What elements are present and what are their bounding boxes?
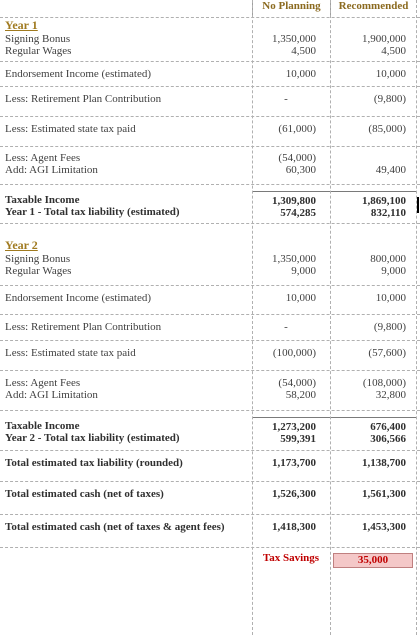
year2-state-tax-np[interactable]	[252, 341, 330, 370]
year1-income-row	[0, 32, 420, 62]
year2-retirement-np-text: -	[284, 321, 288, 333]
year2-endorsement-row	[0, 286, 420, 315]
year2-title[interactable]: Year 2	[5, 238, 38, 252]
year1-taxable-income-np: 1,309,800	[272, 195, 316, 207]
tax-savings-blank[interactable]	[0, 552, 252, 569]
total-cash-net-fees-rec[interactable]	[330, 515, 416, 547]
year2-endorsement-label[interactable]	[0, 286, 252, 314]
total-cash-net-fees-np[interactable]	[252, 515, 330, 547]
total-cash-net-taxes-rec[interactable]	[330, 482, 416, 514]
year1-taxable-income-rec: 1,869,100	[362, 195, 406, 207]
year2-retirement-rec[interactable]	[330, 315, 416, 340]
year2-signing-bonus-rec: 800,000	[370, 253, 406, 265]
year1-totals-np[interactable]	[252, 191, 330, 223]
year1-regular-wages-rec: 4,500	[381, 45, 406, 57]
year2-state-tax-row	[0, 341, 420, 371]
year1-title-row	[0, 18, 420, 32]
year1-state-tax-np-text: (61,000)	[278, 123, 316, 135]
year2-state-tax-label-text: Less: Estimated state tax paid	[5, 347, 136, 359]
year2-state-tax-rec[interactable]	[330, 341, 416, 370]
year2-retirement-label-text: Less: Retirement Plan Contribution	[5, 321, 162, 333]
year2-agent-fees-rec: (108,000)	[362, 377, 406, 389]
year2-agi-limitation-rec: 32,800	[375, 389, 406, 401]
year2-agent-agi-rec[interactable]	[330, 371, 416, 410]
year1-income-rec[interactable]	[330, 32, 416, 61]
year2-income-rec[interactable]	[330, 252, 416, 285]
year1-total-tax-label: Year 1 - Total tax liability (estimated)	[5, 206, 180, 218]
total-tax-liability-label[interactable]	[0, 451, 252, 481]
year2-state-tax-np-text: (100,000)	[272, 347, 316, 359]
column-divider	[252, 0, 253, 635]
year2-retirement-label[interactable]	[0, 315, 252, 340]
year2-taxable-income-np: 1,273,200	[272, 421, 316, 433]
year1-state-tax-label[interactable]	[0, 117, 252, 146]
year1-agent-fees-np: (54,000)	[278, 152, 316, 164]
year2-totals-labels[interactable]	[0, 417, 252, 450]
year1-income-labels[interactable]	[0, 32, 252, 61]
year1-agent-agi-np[interactable]	[252, 147, 330, 184]
year2-income-np[interactable]	[252, 252, 330, 285]
year2-total-tax-np: 599,391	[280, 433, 316, 445]
year2-endorsement-label-text: Endorsement Income (estimated)	[5, 292, 152, 304]
year1-endorsement-row	[0, 62, 420, 87]
year1-retirement-label[interactable]	[0, 87, 252, 116]
year1-agent-fees-label: Less: Agent Fees	[5, 152, 81, 164]
year1-agent-agi-labels[interactable]	[0, 147, 252, 184]
year1-signing-bonus-label: Signing Bonus	[5, 33, 71, 45]
year2-agent-agi-row	[0, 371, 420, 411]
total-cash-net-fees-row	[0, 515, 420, 548]
year1-retirement-rec-text: (9,800)	[373, 93, 406, 105]
year2-signing-bonus-label: Signing Bonus	[5, 253, 71, 265]
year2-endorsement-rec[interactable]	[330, 286, 416, 314]
header-no-planning[interactable]: No Planning	[252, 0, 330, 17]
year2-state-tax-rec-text: (57,600)	[368, 347, 406, 359]
year1-endorsement-np-text: 10,000	[285, 68, 316, 80]
year2-endorsement-np-text: 10,000	[285, 292, 316, 304]
year2-agent-agi-np[interactable]	[252, 371, 330, 410]
year1-state-tax-np[interactable]	[252, 117, 330, 146]
total-cash-net-fees-label-text: Total estimated cash (net of taxes & agent fees)	[5, 521, 225, 533]
year2-agent-agi-labels[interactable]	[0, 371, 252, 410]
year2-signing-bonus-np: 1,350,000	[272, 253, 316, 265]
year1-retirement-np[interactable]	[252, 87, 330, 116]
year2-agi-limitation-np: 58,200	[285, 389, 316, 401]
year1-totals-labels[interactable]	[0, 191, 252, 223]
total-tax-liability-np-text: 1,173,700	[272, 457, 316, 469]
total-cash-net-fees-rec-text: 1,453,300	[362, 521, 406, 533]
total-tax-liability-label-text: Total estimated tax liability (rounded)	[5, 457, 183, 469]
year2-agent-fees-label: Less: Agent Fees	[5, 377, 81, 389]
year1-title[interactable]: Year 1	[5, 18, 38, 32]
header-recommended[interactable]: Recommended	[330, 0, 416, 17]
year2-regular-wages-np: 9,000	[291, 265, 316, 277]
year1-state-tax-row	[0, 117, 420, 147]
year1-regular-wages-np: 4,500	[291, 45, 316, 57]
year1-agi-limitation-np: 60,300	[285, 164, 316, 176]
year1-endorsement-rec[interactable]	[330, 62, 416, 86]
year2-totals-np[interactable]	[252, 417, 330, 450]
tax-savings-value[interactable]: 35,000	[333, 553, 413, 568]
total-cash-net-taxes-rec-text: 1,561,300	[362, 488, 406, 500]
year1-endorsement-label[interactable]	[0, 62, 252, 86]
year2-retirement-np[interactable]	[252, 315, 330, 340]
year2-income-row	[0, 252, 420, 286]
column-divider	[330, 0, 331, 635]
tax-savings-label[interactable]: Tax Savings	[262, 552, 320, 564]
year2-retirement-row	[0, 315, 420, 341]
year2-retirement-rec-text: (9,800)	[373, 321, 406, 333]
year2-title-row	[0, 238, 420, 252]
year1-state-tax-rec[interactable]	[330, 117, 416, 146]
year1-endorsement-label-text: Endorsement Income (estimated)	[5, 68, 152, 80]
year1-agent-agi-row	[0, 147, 420, 185]
year1-state-tax-label-text: Less: Estimated state tax paid	[5, 123, 136, 135]
text-cursor	[417, 197, 419, 213]
year1-endorsement-np[interactable]	[252, 62, 330, 86]
year1-regular-wages-label: Regular Wages	[5, 45, 72, 57]
year1-income-np[interactable]	[252, 32, 330, 61]
year1-signing-bonus-rec: 1,900,000	[362, 33, 406, 45]
year1-totals-row	[0, 191, 420, 224]
header-blank-cell[interactable]	[0, 0, 252, 17]
year2-total-tax-label: Year 2 - Total tax liability (estimated)	[5, 432, 180, 444]
year1-total-tax-np: 574,285	[280, 207, 316, 219]
year2-agent-fees-np: (54,000)	[278, 377, 316, 389]
year1-totals-rec[interactable]	[330, 191, 416, 223]
column-divider	[416, 0, 417, 635]
year1-agi-limitation-rec: 49,400	[375, 164, 406, 176]
year1-retirement-label-text: Less: Retirement Plan Contribution	[5, 93, 162, 105]
total-cash-net-fees-np-text: 1,418,300	[272, 521, 316, 533]
year2-total-tax-rec: 306,566	[370, 433, 406, 445]
year2-endorsement-np[interactable]	[252, 286, 330, 314]
year2-regular-wages-rec: 9,000	[381, 265, 406, 277]
year1-state-tax-rec-text: (85,000)	[368, 123, 406, 135]
total-tax-liability-rec-text: 1,138,700	[362, 457, 406, 469]
year2-totals-row	[0, 417, 420, 451]
year2-regular-wages-label: Regular Wages	[5, 265, 72, 277]
total-cash-net-taxes-np[interactable]	[252, 482, 330, 514]
year1-signing-bonus-np: 1,350,000	[272, 33, 316, 45]
tax-savings-row	[0, 552, 420, 569]
year1-taxable-income-label: Taxable Income	[5, 194, 80, 206]
spacer-row	[0, 224, 420, 238]
year1-retirement-rec[interactable]	[330, 87, 416, 116]
total-tax-liability-row	[0, 451, 420, 482]
year1-total-tax-rec: 832,110	[370, 207, 406, 219]
year2-taxable-income-rec: 676,400	[370, 421, 406, 433]
year2-income-labels[interactable]	[0, 252, 252, 285]
total-tax-liability-np[interactable]	[252, 451, 330, 481]
year1-retirement-row	[0, 87, 420, 117]
total-cash-net-taxes-label-text: Total estimated cash (net of taxes)	[5, 488, 164, 500]
year2-state-tax-label[interactable]	[0, 341, 252, 370]
year1-agi-limitation-label: Add: AGI Limitation	[5, 164, 98, 176]
year1-endorsement-rec-text: 10,000	[375, 68, 406, 80]
total-cash-net-taxes-label[interactable]	[0, 482, 252, 514]
total-cash-net-taxes-row	[0, 482, 420, 515]
year2-taxable-income-label: Taxable Income	[5, 420, 80, 432]
year1-agent-fees-rec	[330, 152, 406, 164]
year1-retirement-np-text: -	[284, 93, 288, 105]
year2-endorsement-rec-text: 10,000	[375, 292, 406, 304]
header-row	[0, 0, 420, 18]
year2-totals-rec[interactable]	[330, 417, 416, 450]
year2-agi-limitation-label: Add: AGI Limitation	[5, 389, 98, 401]
year1-agent-agi-rec[interactable]	[330, 147, 416, 184]
total-cash-net-taxes-np-text: 1,526,300	[272, 488, 316, 500]
total-tax-liability-rec[interactable]	[330, 451, 416, 481]
total-cash-net-fees-label[interactable]	[0, 515, 252, 547]
